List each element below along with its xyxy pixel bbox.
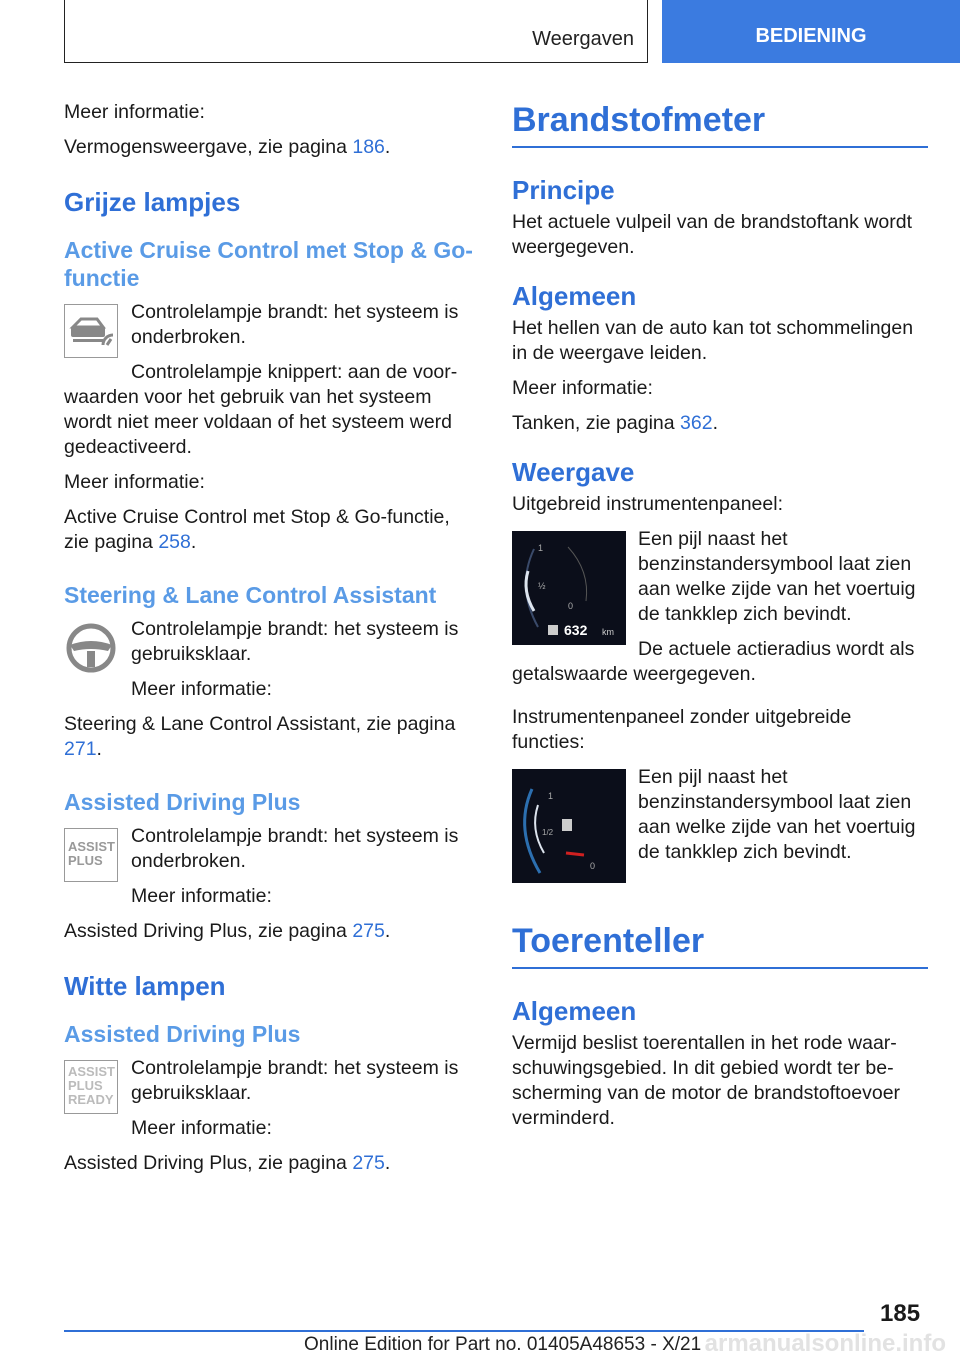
heading-algemeen-fuel: Algemeen [512,281,637,311]
steering-line1: Controlelampje brandt: het systeem is gebruiksklaar. [131,618,459,665]
heading-algemeen-rev: Algemeen [512,996,637,1026]
acc-block [64,300,478,360]
heading-assisted-driving-gray: Assisted Driving Plus [64,789,301,815]
assisted-gray-block [64,824,478,909]
acc-more-label: Meer informatie: [64,471,205,493]
assisted-gray-ref: Assisted Driving Plus, zie pagina 275. [64,920,391,942]
algemeen-fuel-text: Het hellen van de auto kan tot schommelingen in de weergave leiden. [512,317,914,364]
tick-half-label: 1/2 [542,828,554,837]
acc-line1: Controlelampje brandt: het systeem is onderbroken. [131,301,459,348]
assisted-gray-more-label: Meer informatie: [131,885,272,907]
extended-fuel-gauge-image [512,531,626,645]
page-link[interactable]: 186 [352,136,385,158]
tick-1-label: 1 [538,543,544,553]
algemeen-rev-text: Vermijd beslist toerentallen in het rode waarschuwingsgebied. In dit gebied wordt ter bescherming van de motor de brandstoftoevoer verminderd. [512,1032,901,1129]
tick-0-label: 0 [590,861,596,871]
assisted-white-ref: Assisted Driving Plus, zie pagina 275. [64,1152,391,1174]
assisted-white-line1: Controlelampje brandt: het systeem is gebruiksklaar. [131,1057,459,1104]
watermark: armanualsonline.info [704,1330,946,1357]
fuel-more-label: Meer informatie: [512,377,653,399]
section-title: Weergaven [532,28,634,50]
page-link[interactable]: 275 [352,920,385,942]
extended-panel-label: Uitgebreid instrumentenpaneel: [512,493,784,515]
acc-line2: Controlelampje knippert: aan de voorwaarden voor het gebruik van het systeem wordt niet meer voldaan of het systeem werd gedeactiveerd. [64,361,458,458]
acc-indicator-icon [64,304,118,358]
title-fuel-gauge: Brandstofmeter [512,100,928,148]
acc-ref: Active Cruise Control met Stop & Go-functie, zie pagina 258. [64,506,450,553]
title-rev-counter: Toerenteller [512,921,928,969]
footer-edition: Online Edition for Part no. 01405A48653 - X/21 [304,1334,702,1355]
heading-principe: Principe [512,175,615,205]
principe-text: Het actuele vulpeil van de brandstoftank wordt weergegeven. [512,211,912,258]
basic-panel-block [512,765,928,905]
steering-ref: Steering & Lane Control Assistant, zie pagina 271. [64,713,456,760]
extended-text2: De actuele actieradius wordt als getalswaarde weergegeven. [512,638,915,685]
right-column [512,100,928,1141]
page-link[interactable]: 362 [680,412,713,434]
tick-half-label: ½ [538,581,546,591]
basic-fuel-gauge-image [512,769,626,883]
tick-0-label: 0 [568,601,574,611]
heading-steering: Steering & Lane Control Assistant [64,582,437,608]
chapter-tab[interactable]: BEDIENING [662,0,960,63]
heading-weergave: Weergave [512,457,635,487]
page-link[interactable]: 271 [64,738,97,760]
heading-assisted-driving-white: Assisted Driving Plus [64,1021,301,1047]
heading-gray-lamps: Grijze lampjes [64,187,241,217]
assist-plus-ready-icon: ASSIST PLUS READY [64,1060,118,1114]
basic-text: Een pijl naast het benzinstandersymbool laat zien aan welke zijde van het voertuig de tankklep zich bevindt. [638,766,916,863]
heading-acc: Active Cruise Control met Stop & Go-functie [64,237,473,291]
steering-block [64,617,478,702]
more-info-ref: Vermogensweergave, zie pagina 186. [64,136,391,158]
assisted-gray-line1: Controlelampje brandt: het systeem is onderbroken. [131,825,459,872]
basic-panel-label: Instrumentenpaneel zonder uitgebreide functies: [512,706,852,753]
steering-wheel-icon [64,621,118,675]
extended-text1: Een pijl naast het benzinstandersymbool laat zien aan welke zijde van het voertuig de tankklep zich bevindt. [638,528,916,625]
left-column [64,100,478,1186]
fuel-ref: Tanken, zie pagina 362. [512,412,719,434]
page-number: 185 [880,1300,921,1327]
steering-more-label: Meer informatie: [131,678,272,700]
more-info-label: Meer informatie: [64,101,205,123]
range-value: 632 [564,622,588,638]
page-link[interactable]: 258 [158,531,191,553]
heading-white-lamps: Witte lampen [64,971,226,1001]
tick-1-label: 1 [548,791,554,801]
assisted-white-block [64,1056,478,1141]
extended-panel-block [512,527,928,638]
assisted-white-more-label: Meer informatie: [131,1117,272,1139]
range-unit: km [602,627,614,637]
assist-plus-icon: ASSIST PLUS [64,828,118,882]
page-link[interactable]: 275 [352,1152,385,1174]
